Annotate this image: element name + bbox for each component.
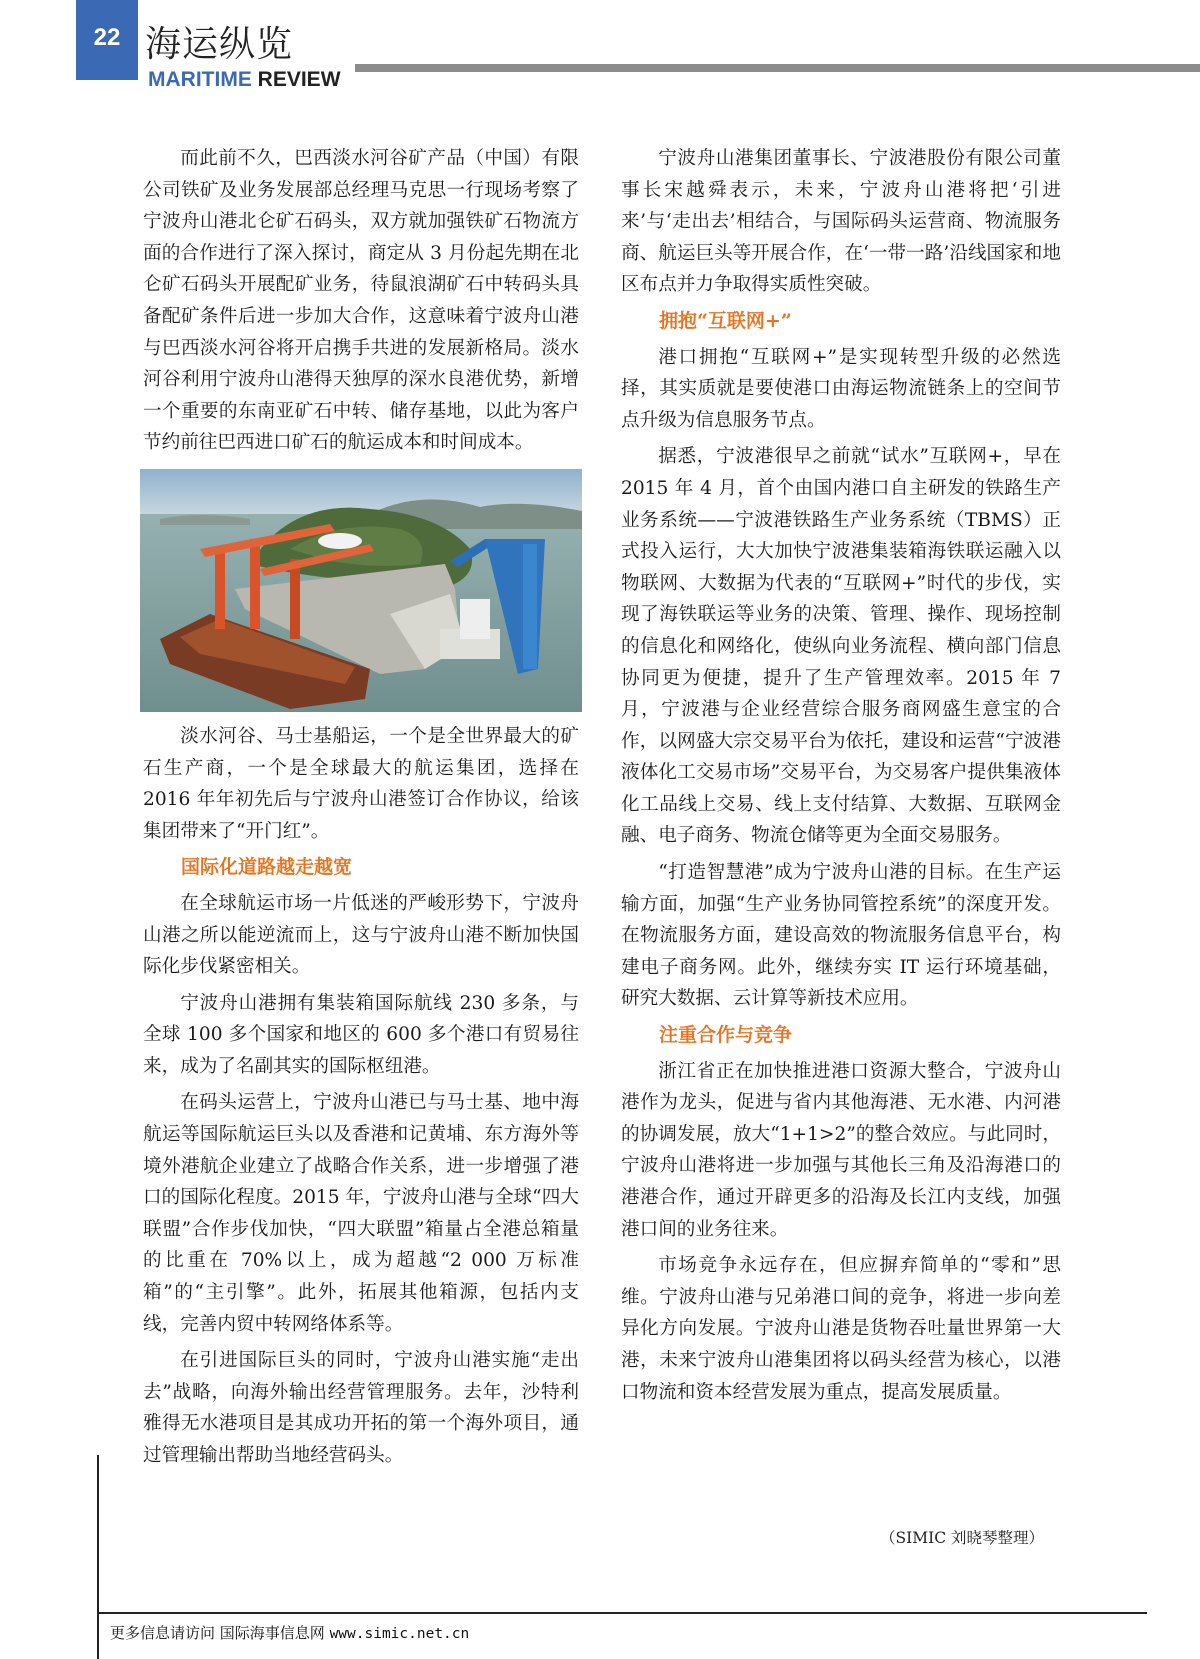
paragraph: 淡水河谷、马士基船运，一个是全世界最大的矿石生产商，一个是全球最大的航运集团，选择在 2016 年年初先后与宁波舟山港签订合作协议，给该集团带来了“开门红”。 [143, 725, 579, 842]
editor-credit: （SIMIC 刘晓琴整理） [880, 1529, 1045, 1547]
page-number: 22 [93, 24, 121, 51]
section-title-en-part2: REVIEW [257, 68, 341, 91]
right-column [621, 143, 1061, 1413]
footer-rule [97, 1612, 1147, 1614]
footer [110, 1622, 469, 1643]
header-rule [355, 64, 1200, 72]
footer-url-link[interactable]: www.simic.net.cn [329, 1626, 470, 1642]
paragraph: 而此前不久，巴西淡水河谷矿产品（中国）有限公司铁矿及业务发展部总经理马克思一行现场考察了宁波舟山港北仑矿石码头，双方就加强铁矿石物流方面的合作进行了深入探讨，商定从 3 月份起先期在北仑矿石码头开展配矿业务，待鼠浪湖矿石中转码头具备配矿条件后进一步加大合作，这意味着宁波舟山港与巴西淡水河谷将开启携手共进的发展新格局。淡水河谷利用宁波舟山港得天独厚的深水良港优势，新增一个重要的东南亚矿石中转、储存基地，以此为客户节约前往巴西进口矿石的航运成本和时间成本。 [143, 148, 579, 454]
paragraph: 宁波舟山港拥有集装箱国际航线 230 多条，与全球 100 多个国家和地区的 600 多个港口有贸易往来，成为了名副其实的国际枢纽港。 [143, 992, 579, 1077]
footer-vertical-rule [97, 1455, 99, 1659]
paragraph: 在引进国际巨头的同时，宁波舟山港实施“走出去”战略，向海外输出经营管理服务。去年，沙特利雅得无水港项目是其成功开拓的第一个海外项目，通过管理输出帮助当地经营码头。 [143, 1350, 579, 1466]
paragraph: “打造智慧港”成为宁波舟山港的目标。在生产运输方面，加强“生产业务协同管控系统”的深度开发。在物流服务方面，建设高效的物流服务信息平台，构建电子商务网。此外，继续夯实 IT 运行环境基础，研究大数据、云计算等新技术应用。 [621, 862, 1061, 1010]
section-title-cn: 海运纵览 [145, 24, 294, 65]
footer-text: 更多信息请访问 国际海事信息网 [110, 1624, 325, 1642]
paragraph: 在全球航运市场一片低迷的严峻形势下，宁波舟山港之所以能逆流而上，这与宁波舟山港不断加快国际化步伐紧密相关。 [143, 892, 579, 978]
paragraph: 浙江省正在加快推进港口资源大整合，宁波舟山港作为龙头，促进与省内其他海港、无水港、内河港的协调发展，放大“1+1>2”的整合效应。与此同时，宁波舟山港将进一步加强与其他长三角及沿海港口的港港合作，通过开辟更多的沿海及长江内支线，加强港口间的业务往来。 [621, 1060, 1061, 1240]
section-heading: 国际化道路越走越宽 [181, 856, 353, 879]
left-column [143, 143, 579, 1477]
paragraph: 在码头运营上，宁波舟山港已与马士基、地中海航运等国际航运巨头以及香港和记黄埔、东方海外等境外港航企业建立了战略合作关系，进一步增强了港口的国际化程度。2015 年，宁波舟山港与全球“四大联盟”合作步伐加快，“四大联盟”箱量占全港总箱量的比重在 70%以上，成为超越“2 000 万标准箱”的“主引擎”。此外，拓展其他箱源，包括内支线，完善内贸中转网络体系等。 [143, 1092, 579, 1335]
port-aerial-image [140, 469, 582, 712]
section-heading: 注重合作与竞争 [659, 1024, 793, 1047]
paragraph: 宁波舟山港集团董事长、宁波港股份有限公司董事长宋越舜表示，未来，宁波舟山港将把‘引进来’与‘走出去’相结合，与国际码头运营商、物流服务商、航运巨头等开展合作，在‘一带一路’沿线国家和地区布点并力争取得实质性突破。 [621, 148, 1061, 296]
page-number-box [76, 0, 138, 80]
section-heading: 拥抱“互联网+” [659, 309, 792, 332]
paragraph: 港口拥抱“互联网+”是实现转型升级的必然选择，其实质就是要使港口由海运物流链条上的空间节点升级为信息服务节点。 [621, 346, 1061, 431]
paragraph: 市场竞争永远存在，但应摒弃简单的“零和”思维。宁波舟山港与兄弟港口间的竞争，将进一步向差异化方向发展。宁波舟山港是货物吞吐量世界第一大港，未来宁波舟山港集团将以码头经营为核心，以港口物流和资本经营发展为重点，提高发展质量。 [621, 1255, 1061, 1403]
paragraph: 据悉，宁波港很早之前就“试水”互联网+，早在 2015 年 4 月，首个由国内港口自主研发的铁路生产业务系统——宁波港铁路生产业务系统（TBMS）正式投入运行，大大加快宁波港集装箱海铁联运融入以物联网、大数据为代表的“互联网+”时代的步伐，实现了海铁联运等业务的决策、管理、操作、现场控制的信息化和网络化，使纵向业务流程、横向部门信息协同更为便捷，提升了生产管理效率。2015 年 7 月，宁波港与企业经营综合服务商网盛生意宝的合作，以网盛大宗交易平台为依托，建设和运营“宁波港液体化工交易市场”交易平台，为交易客户提供集液体化工品线上交易、线上支付结算、大数据、互联网金融、电子商务、物流仓储等更为全面交易服务。 [621, 446, 1061, 847]
section-title-en [148, 68, 341, 92]
section-title-en-part1: MARITIME [148, 68, 252, 91]
port-photo [140, 469, 582, 712]
